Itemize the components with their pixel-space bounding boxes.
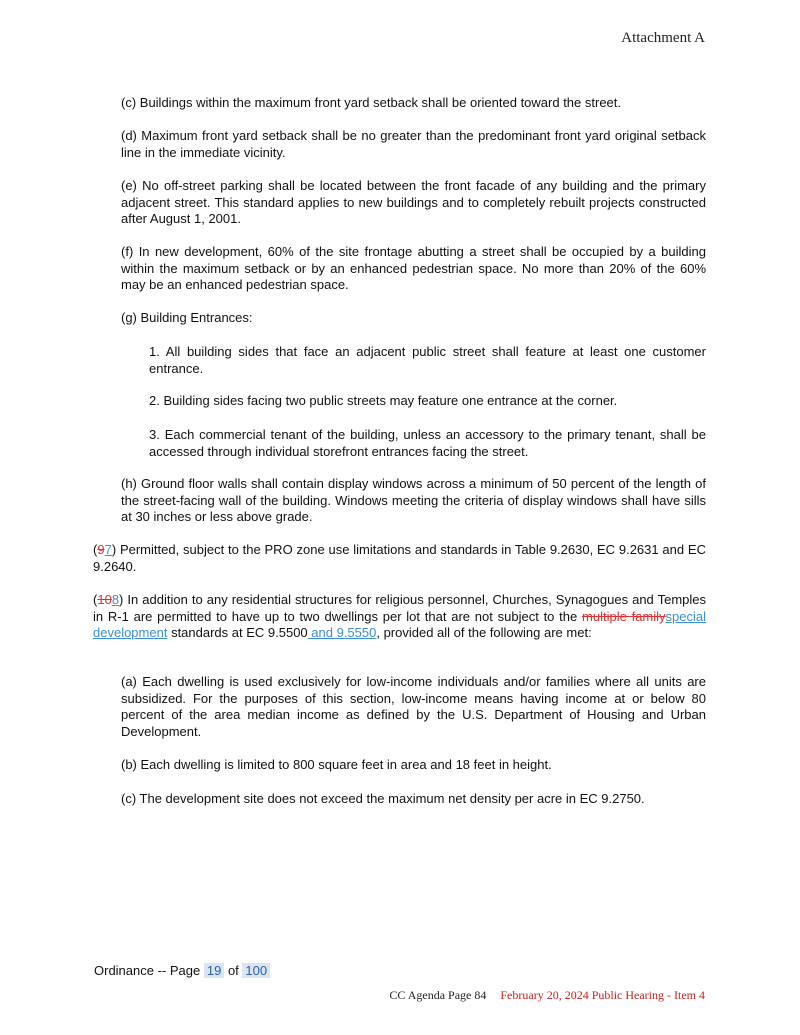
attachment-header: Attachment A	[621, 30, 705, 46]
paragraph-g3: 3. Each commercial tenant of the building, unless an accessory to the primary tenant, shall be accessed through individual storefront entrances facing the street.	[149, 427, 706, 459]
agenda-page: CC Agenda Page 84	[389, 988, 487, 1002]
paragraph-a: (a) Each dwelling is used exclusively for low-income individuals and/or families where all units are subsidized. For the purposes of this section, low-income means having income at or below 80 percent of the area median income as defined by the U.S. Department of Housing and Urban Development.	[121, 674, 706, 739]
open-paren: (	[93, 542, 98, 557]
paragraph-g: (g) Building Entrances:	[121, 310, 253, 325]
deleted-number: 9	[97, 542, 105, 557]
ordinance-label: Ordinance -- Page	[94, 963, 201, 978]
inserted-text: special development	[93, 608, 706, 640]
inserted-number: 8	[111, 592, 120, 607]
page-number: 19	[204, 963, 224, 978]
paragraph-b: (b) Each dwelling is limited to 800 square feet in area and 18 feet in height.	[121, 757, 552, 772]
paragraph-g2: 2. Building sides facing two public streets may feature one entrance at the corner.	[149, 393, 618, 408]
deleted-number: 10	[97, 592, 112, 607]
page-total: 100	[242, 963, 270, 978]
item-10-text-2: standards at EC 9.5500	[167, 625, 308, 640]
hearing-label: February 20, 2024 Public Hearing - Item 4	[500, 988, 705, 1002]
paragraph-c: (c) Buildings within the maximum front yard setback shall be oriented toward the street.	[121, 95, 622, 110]
inserted-number: 7	[104, 542, 112, 557]
paragraph-item-10	[93, 592, 706, 642]
of-label: of	[227, 963, 239, 978]
paragraph-f: (f) In new development, 60% of the site frontage abutting a street shall be occupied by a building within the maximum setback or by an enhanced pedestrian space. No more than 20% of the 60% may be an enhanced pedestrian space.	[121, 244, 706, 292]
item-9-text: ) Permitted, subject to the PRO zone use limitations and standards in Table 9.2630, EC 9.2631 and EC 9.2640.	[93, 542, 706, 574]
agenda-footer	[389, 988, 705, 1003]
paragraph-e: (e) No off-street parking shall be located between the front facade of any building and the primary adjacent street. This standard applies to new buildings and to completely rebuilt projects constructed after August 1, 2001.	[121, 178, 706, 226]
item-10-text-1: ) In addition to any residential structures for religious personnel, Churches, Synagogues and Temples in R-1 are permitted to have up to two dwellings per lot that are not subject to the	[93, 592, 706, 624]
paragraph-c-density: (c) The development site does not exceed the maximum net density per acre in EC 9.2750.	[121, 791, 645, 806]
item-10-text-3: , provided all of the following are met:	[376, 625, 592, 640]
page-footer	[94, 963, 270, 978]
open-paren: (	[93, 592, 98, 607]
paragraph-item-9	[93, 542, 706, 575]
paragraph-d: (d) Maximum front yard setback shall be no greater than the predominant front yard original setback line in the immediate vicinity.	[121, 128, 706, 160]
paragraph-h: (h) Ground floor walls shall contain display windows across a minimum of 50 percent of the length of the street-facing wall of the building. Windows meeting the criteria of display windows shall have sills at 30 inches or less above grade.	[121, 476, 706, 524]
paragraph-g1: 1. All building sides that face an adjacent public street shall feature at least one customer entrance.	[149, 344, 706, 376]
deleted-text: multiple family	[582, 608, 666, 624]
inserted-text-2: and 9.5550	[307, 625, 377, 640]
